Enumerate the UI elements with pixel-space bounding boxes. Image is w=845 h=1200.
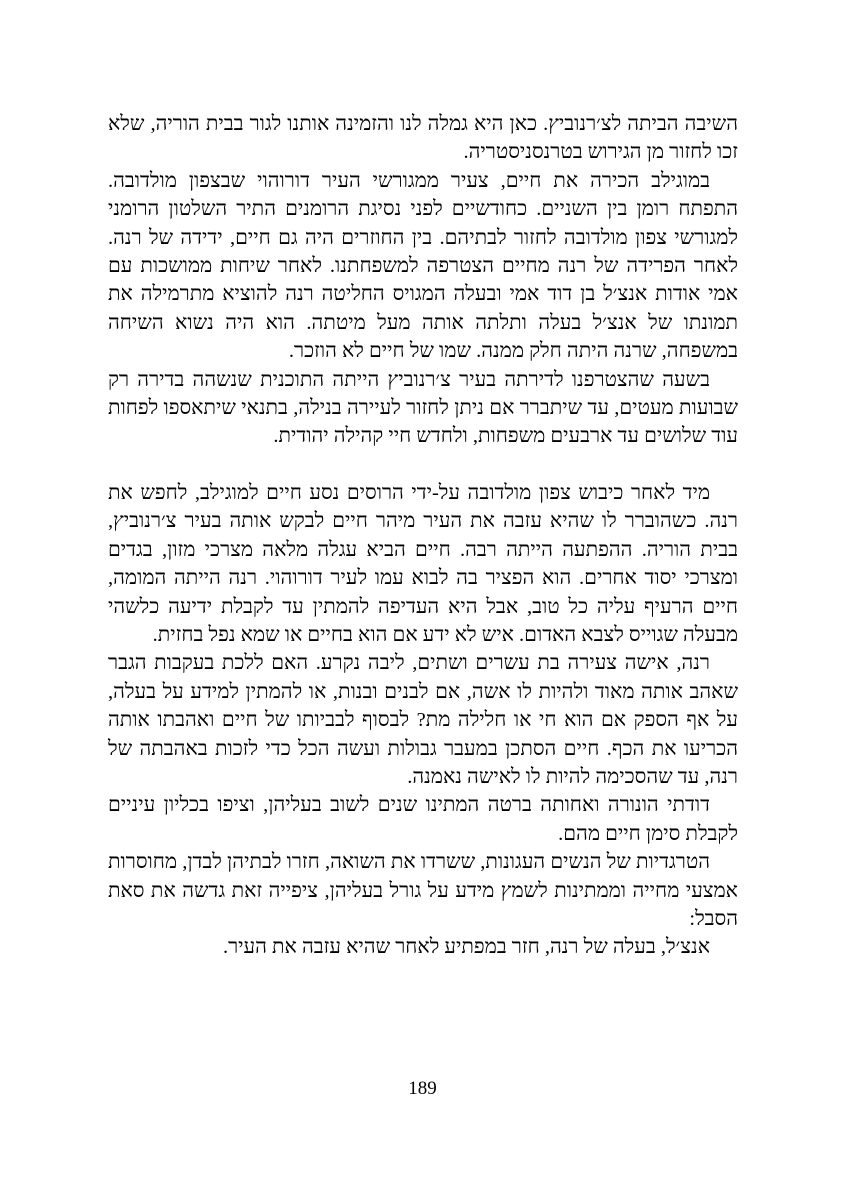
paragraph: מיד לאחר כיבוש צפון מולדובה על-ידי הרוסים נסע חיים למוגילב, לחפש את רנה. כשהוברר לו שהיא עזבה את העיר מיהר חיים לבקש אותה בעיר צ׳רנוביץ, בבית הוריה. ההפתעה הייתה רבה. חיים הביא עגלה מלאה מצרכי מזון, בגדים ומצרכי יסוד אחרים. הוא הפציר בה לבוא עמו לעיר דורוהוי. רנה הייתה המומה, חיים הרעיף עליה כל טוב, אבל היא העדיפה להמתין עד לקבלת ידיעה כלשהי מבעלה שגוייס לצבא האדום. איש לא ידע אם הוא בחיים או שמא נפל בחזית.	[108, 481, 738, 646]
paragraph: אנצ׳ל, בעלה של רנה, חזר במפתיע לאחר שהיא עזבה את העיר.	[222, 936, 710, 959]
document-page	[108, 110, 738, 962]
paragraph: במוגילב הכירה את חיים, צעיר ממגורשי העיר דורוהוי שבצפון מולדובה. התפתח רומן בין השניים. כחודשיים לפני נסיגת הרומנים התיר השלטון הרומני למגורשי צפון מולדובה לחזור לבתיהם. בין החוזרים היה גם חיים, ידידה של רנה. לאחר הפרידה של רנה מחיים הצטרפה למשפחתנו. לאחר שיחות ממושכות עם אמי אודות אנצ׳ל בן דוד אמי ובעלה המגויס החליטה רנה להוציא מתרמילה את תמונתו של אנצ׳ל בעלה ותלתה אותה מעל מיטתה. הוא היה נשוא השיחה במשפחה, שרנה היתה חלק ממנה. שמו של חיים לא הוזכר.	[108, 169, 738, 363]
section-gap	[108, 451, 738, 479]
paragraph: הטרגדיות של הנשים העגונות, ששרדו את השואה, חזרו לבתיהן לבדן, מחוסרות אמצעי מחייה וממתינות לשמץ מידע על גורל בעליהן, ציפייה זאת גדשה את סאת הסבל:	[108, 851, 738, 930]
paragraph: דודתי הונורה ואחותה ברטה המתינו שנים לשוב בעליהן, וציפו בכליון עיניים לקבלת סימן חיים מהם.	[108, 794, 738, 845]
page-number: 189	[408, 1078, 437, 1099]
paragraph: בשעה שהצטרפנו לדירתה בעיר צ׳רנוביץ הייתה התוכנית שנשהה בדירה רק שבועות מעטים, עד שיתברר אם ניתן לחזור לעיירה בנילה, בתנאי שיתאספו לפחות עוד שלושים עד ארבעים משפחות, ולחדש חיי קהילה יהודית.	[108, 368, 738, 448]
paragraph: השיבה הביתה לצ׳רנוביץ. כאן היא גמלה לנו והזמינה אותנו לגור בבית הוריה, שלא זכו לחזור מן הגירוש בטרנסניסטריה.	[108, 113, 738, 164]
paragraph: רנה, אישה צעירה בת עשרים ושתים, ליבה נקרע. האם ללכת בעקבות הגבר שאהב אותה מאוד ולהיות לו אשה, אם לבנים ובנות, או להמתין למידע על בעלה, על אף הספק אם הוא חי או חלילה מת? לבסוף לבביותו של חיים ואהבתו אותה הכריעו את הכף. חיים הסתכן במעבר גבולות ועשה הכל כדי לזכות באהבתה של רנה, עד שהסכימה להיות לו לאישה נאמנה.	[108, 652, 738, 788]
